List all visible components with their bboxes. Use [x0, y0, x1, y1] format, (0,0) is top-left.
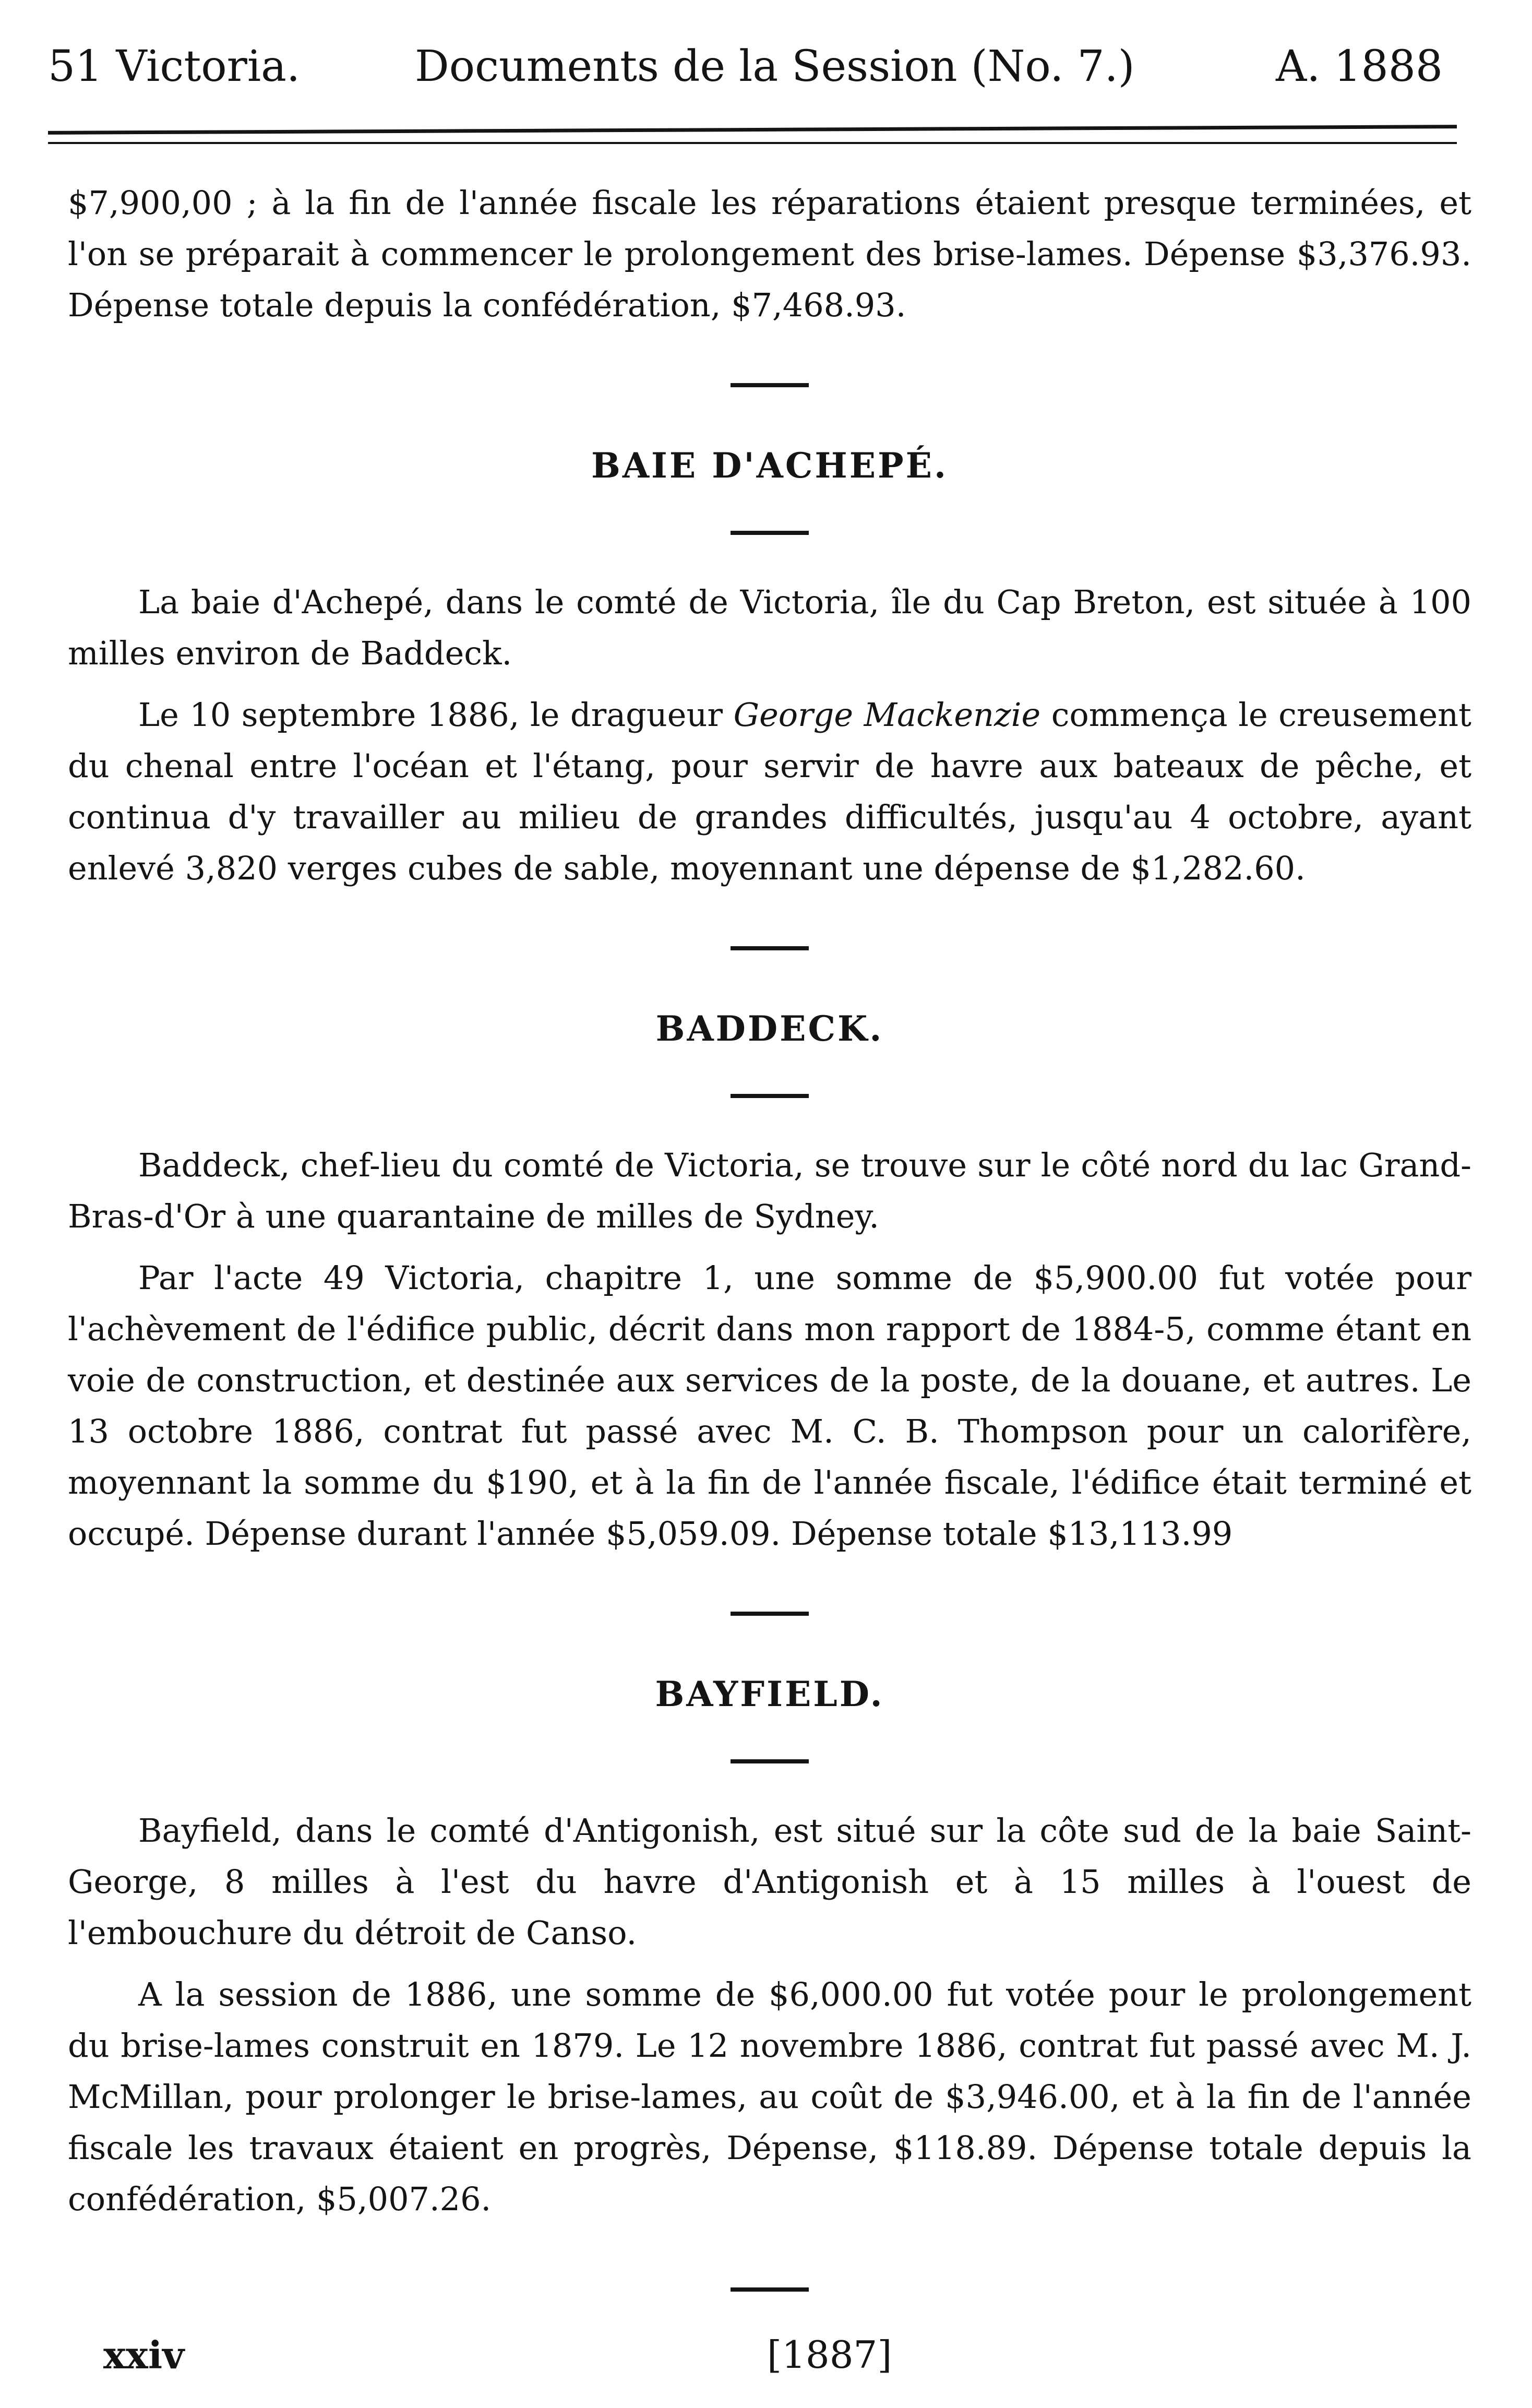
- end-separator: [731, 2287, 809, 2292]
- baie-dachepe-paragraph-2: Le 10 septembre 1886, le dragueur George Mackenzie commença le creusement du chenal entre l'océan et l'étang, pour servir de havre aux bateaux de pêche, et continua d'y travailler au milieu de grandes difficultés, jusqu'au 4 octobre, ayant enlevé 3,820 verges cubes de sable, moyennant une dépense de $1,282.60.: [68, 696, 1471, 887]
- section-title-baie-dachepe: BAIE D'ACHEPÉ.: [591, 445, 948, 486]
- header-title: Documents de la Session (No. 7.): [415, 42, 1135, 91]
- footer-year: [1887]: [767, 2333, 892, 2377]
- header-rule-thin: [48, 142, 1457, 144]
- section-title-baddeck: BADDECK.: [655, 1008, 884, 1049]
- intro-paragraph: $7,900,00 ; à la fin de l'année fiscale les réparations étaient presque terminées, et l'on se préparait à commencer le prolongement des brise-lames. Dépense $3,376.93. Dépense totale depuis la confédération, $7,468.93.: [68, 184, 1471, 324]
- bayfield-paragraph-1: Bayfield, dans le comté d'Antigonish, est situé sur la côte sud de la baie Saint-George, 8 milles à l'est du havre d'Antigonish et à 15 milles à l'ouest de l'embouchure du détroit de Canso.: [68, 1811, 1471, 1952]
- ship-name: George Mackenzie: [733, 696, 1041, 734]
- header-session: 51 Victoria.: [48, 42, 301, 91]
- baddeck-paragraph-1: Baddeck, chef-lieu du comté de Victoria, se trouve sur le côté nord du lac Grand-Bras-d'Or à une quarantaine de milles de Sydney.: [68, 1146, 1471, 1235]
- section-separator: [731, 1612, 809, 1616]
- section-separator: [731, 383, 809, 387]
- header-rule-thick: [48, 125, 1457, 135]
- section-separator: [731, 531, 809, 535]
- page-body: [68, 177, 1471, 2292]
- section-separator: [731, 1759, 809, 1763]
- page-header: [0, 0, 1532, 120]
- section-separator: [731, 1094, 809, 1098]
- baie-dachepe-paragraph-1: La baie d'Achepé, dans le comté de Victoria, île du Cap Breton, est située à 100 milles environ de Baddeck.: [68, 583, 1471, 672]
- section-title-bayfield: BAYFIELD.: [655, 1674, 884, 1714]
- page-number-roman: xxiv: [103, 2333, 185, 2377]
- section-separator: [731, 946, 809, 950]
- baddeck-paragraph-2: Par l'acte 49 Victoria, chapitre 1, une somme de $5,900.00 fut votée pour l'achèvement de l'édifice public, décrit dans mon rapport de 1884-5, comme étant en voie de construction, et destinée aux services de la poste, de la douane, et autres. Le 13 octobre 1886, contrat fut passé avec M. C. B. Thompson pour un calorifère, moyennant la somme du $190, et à la fin de l'année fiscale, l'édifice était terminé et occupé. Dépense durant l'année $5,059.09. Dépense totale $13,113.99: [68, 1259, 1471, 1553]
- header-year: A. 1888: [1276, 42, 1443, 91]
- bayfield-paragraph-2: A la session de 1886, une somme de $6,000.00 fut votée pour le prolongement du brise-lames construit en 1879. Le 12 novembre 1886, contrat fut passé avec M. J. McMillan, pour prolonger le brise-lames, au coût de $3,946.00, et à la fin de l'année fiscale les travaux étaient en progrès, Dépense, $118.89. Dépense totale depuis la confédération, $5,007.26.: [68, 1975, 1471, 2218]
